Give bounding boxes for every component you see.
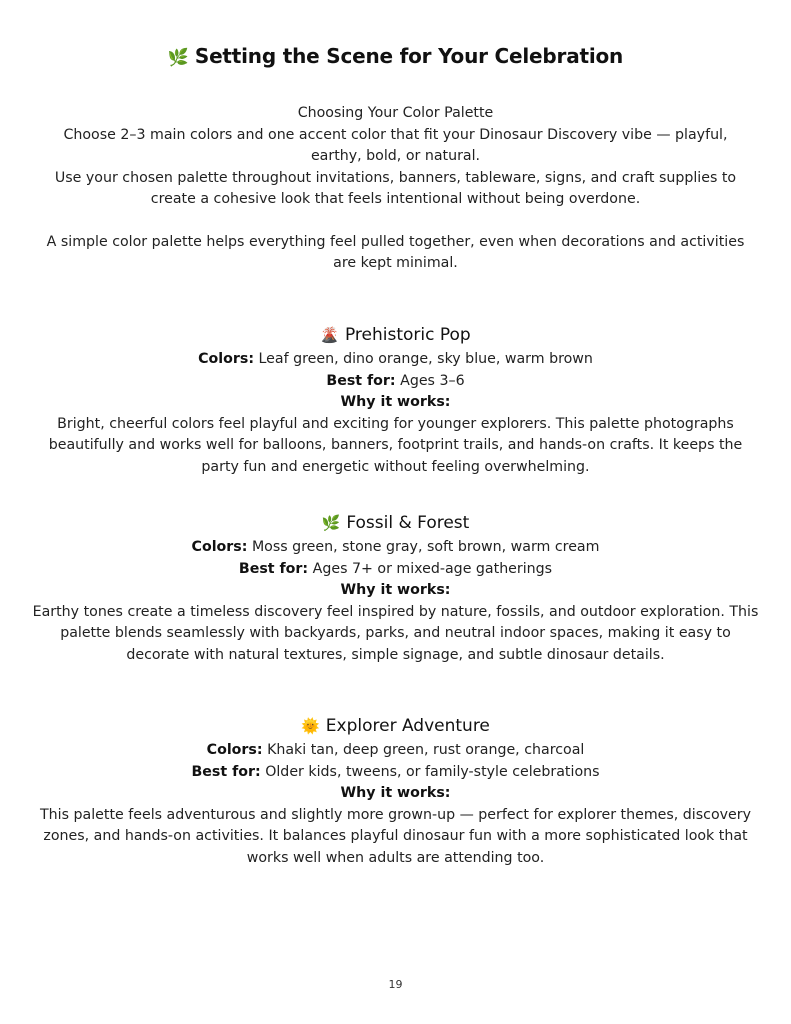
palette-explorer-adventure [30, 714, 761, 869]
intro-block [40, 103, 751, 275]
page-title [0, 44, 791, 68]
palette-best-for [30, 371, 761, 393]
best-for-value: Ages 3–6 [400, 372, 465, 389]
palette-name: Explorer Adventure [325, 716, 490, 736]
best-for-value: Ages 7+ or mixed-age gatherings [312, 560, 553, 577]
intro-line-1: Choose 2–3 main colors and one accent color that fit your Dinosaur Discovery vibe — playful, earthy, bold, or natural. [63, 126, 728, 164]
why-label [30, 783, 761, 805]
why-text: This palette feels adventurous and slightly more grown-up — perfect for explorer themes, discovery zones, and hands-on activities. It balances playful dinosaur fun with a more sophisticated look that works well when adults are attending too. [40, 806, 751, 866]
palette-prehistoric-pop [30, 323, 761, 478]
colors-value: Khaki tan, deep green, rust orange, charcoal [267, 742, 585, 758]
palette-best-for [30, 559, 761, 581]
why-label-text: Why it works: [340, 785, 451, 801]
palette-colors [30, 349, 761, 371]
colors-value: Leaf green, dino orange, sky blue, warm brown [258, 351, 593, 367]
leaf-icon: 🌿 [167, 48, 189, 68]
why-label [30, 580, 761, 602]
colors-value: Moss green, stone gray, soft brown, warm cream [251, 539, 600, 555]
intro-heading: Choosing Your Color Palette [297, 105, 494, 121]
colors-label: Colors: [198, 351, 254, 367]
best-for-value: Older kids, tweens, or family-style celebrations [265, 763, 600, 780]
palette-name: Fossil & Forest [346, 513, 470, 533]
intro-line-2: Use your chosen palette throughout invitations, banners, tableware, signs, and craft supplies to create a cohesive look that feels intentional without being overdone. [54, 169, 737, 207]
why-label-text: Why it works: [340, 394, 451, 410]
palette-heading [30, 714, 761, 738]
palette-colors [30, 537, 761, 559]
leaf-icon: 🌿 [321, 514, 341, 532]
best-for-label: Best for: [191, 763, 261, 780]
palette-best-for [30, 762, 761, 784]
why-text: Bright, cheerful colors feel playful and exciting for younger explorers. This palette photographs beautifully and works well for balloons, banners, footprint trails, and hands-on crafts. It keeps the party fun and energetic without feeling overwhelming. [48, 415, 743, 475]
palette-name: Prehistoric Pop [344, 325, 471, 345]
why-text: Earthy tones create a timeless discovery feel inspired by nature, fossils, and outdoor exploration. This palette blends seamlessly with backyards, parks, and neutral indoor spaces, making it easy to decorate with natural textures, simple signage, and subtle dinosaur details. [32, 603, 759, 663]
palette-fossil-forest [30, 511, 761, 666]
page-title-text: Setting the Scene for Your Celebration [194, 44, 624, 68]
best-for-label: Best for: [326, 372, 396, 389]
page-number: 19 [388, 978, 403, 991]
volcano-icon: 🌋 [320, 326, 339, 344]
spacer [40, 211, 751, 232]
intro-line-3: A simple color palette helps everything feel pulled together, even when decorations and activities are kept minimal. [46, 233, 745, 271]
why-label-text: Why it works: [340, 582, 451, 598]
colors-label: Colors: [206, 742, 263, 758]
palette-colors [30, 740, 761, 762]
sun-icon: 🌞 [301, 717, 320, 735]
why-label [30, 392, 761, 414]
best-for-label: Best for: [238, 560, 309, 577]
palette-heading [30, 511, 761, 535]
palette-heading [30, 323, 761, 347]
colors-label: Colors: [191, 539, 248, 555]
